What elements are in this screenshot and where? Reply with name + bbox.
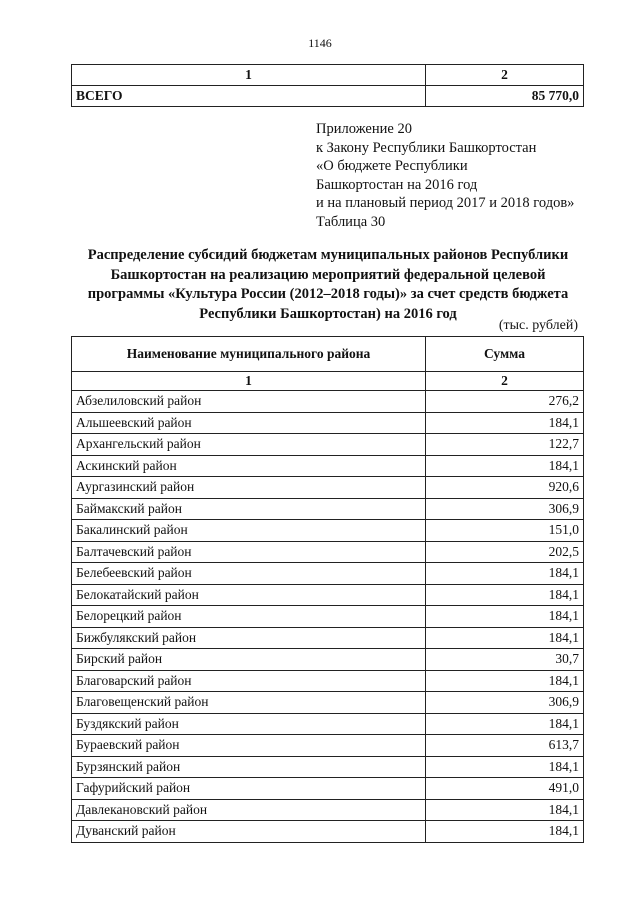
- summary-total-row: [72, 86, 584, 107]
- amount-cell: 151,0: [426, 520, 584, 542]
- table-row: [72, 455, 584, 477]
- summary-table: [71, 64, 584, 107]
- header-district-name: Наименование муниципального района: [72, 337, 426, 372]
- amount-cell: 306,9: [426, 692, 584, 714]
- amount-cell: 184,1: [426, 627, 584, 649]
- district-name-cell: Бижбулякский район: [72, 627, 426, 649]
- table-row: [72, 670, 584, 692]
- amount-cell: 184,1: [426, 412, 584, 434]
- summary-header-row: [72, 65, 584, 86]
- district-name-cell: Давлекановский район: [72, 799, 426, 821]
- district-name-cell: Бакалинский район: [72, 520, 426, 542]
- units-label: (тыс. рублей): [498, 318, 578, 333]
- district-name-cell: Благовещенский район: [72, 692, 426, 714]
- page-number: 1146: [308, 36, 332, 50]
- district-name-cell: Бирский район: [72, 649, 426, 671]
- amount-cell: 184,1: [426, 563, 584, 585]
- appendix-line: Приложение 20: [316, 121, 412, 137]
- table-row: [72, 756, 584, 778]
- total-value: 85 770,0: [426, 86, 584, 107]
- appendix-line: Таблица 30: [316, 213, 386, 230]
- district-name-cell: Белебеевский район: [72, 563, 426, 585]
- district-name-cell: Архангельский район: [72, 434, 426, 456]
- table-row: [72, 563, 584, 585]
- appendix-line: и на плановый период 2017 и 2018 годов»: [316, 195, 575, 211]
- table-row: [72, 821, 584, 843]
- table-row: [72, 627, 584, 649]
- table-row: [72, 520, 584, 542]
- amount-cell: 184,1: [426, 455, 584, 477]
- table-row: [72, 778, 584, 800]
- table-row: [72, 713, 584, 735]
- table-row: [72, 498, 584, 520]
- district-name-cell: Белокатайский район: [72, 584, 426, 606]
- district-name-cell: Абзелиловский район: [72, 391, 426, 413]
- amount-cell: 491,0: [426, 778, 584, 800]
- amount-cell: 276,2: [426, 391, 584, 413]
- document-title: Распределение субсидий бюджетам муниципальных районов Республики Башкортостан на реализацию мероприятий федеральной целевой программы «Культура России (2012–2018 годы)» за счет средств бюджета Республики Башкортостан) на 2016 год: [87, 247, 569, 322]
- amount-cell: 184,1: [426, 606, 584, 628]
- amount-cell: 184,1: [426, 821, 584, 843]
- appendix-line: к Закону Республики Башкортостан: [316, 139, 537, 156]
- amount-cell: 184,1: [426, 584, 584, 606]
- table-row: [72, 735, 584, 757]
- table-row: [72, 541, 584, 563]
- table-row: [72, 477, 584, 499]
- header-sum: Сумма: [426, 337, 584, 372]
- summary-col1: 1: [72, 65, 426, 86]
- district-name-cell: Аургазинский район: [72, 477, 426, 499]
- district-name-cell: Баймакский район: [72, 498, 426, 520]
- summary-col2: 2: [426, 65, 584, 86]
- total-label: ВСЕГО: [72, 86, 426, 107]
- appendix-line: «О бюджете Республики: [316, 158, 468, 174]
- table-row: [72, 649, 584, 671]
- table-row: [72, 391, 584, 413]
- district-name-cell: Аскинский район: [72, 455, 426, 477]
- district-name-cell: Благоварский район: [72, 670, 426, 692]
- district-name-cell: Бураевский район: [72, 735, 426, 757]
- table-header-row: [72, 337, 584, 372]
- amount-cell: 306,9: [426, 498, 584, 520]
- table-row: [72, 692, 584, 714]
- amount-cell: 184,1: [426, 799, 584, 821]
- district-name-cell: Гафурийский район: [72, 778, 426, 800]
- table-row: [72, 584, 584, 606]
- district-name-cell: Буздякский район: [72, 713, 426, 735]
- amount-cell: 30,7: [426, 649, 584, 671]
- amount-cell: 122,7: [426, 434, 584, 456]
- amount-cell: 613,7: [426, 735, 584, 757]
- amount-cell: 184,1: [426, 713, 584, 735]
- district-name-cell: Альшеевский район: [72, 412, 426, 434]
- amount-cell: 202,5: [426, 541, 584, 563]
- district-name-cell: Балтачевский район: [72, 541, 426, 563]
- amount-cell: 184,1: [426, 756, 584, 778]
- amount-cell: 920,6: [426, 477, 584, 499]
- table-row: [72, 434, 584, 456]
- district-name-cell: Дуванский район: [72, 821, 426, 843]
- amount-cell: 184,1: [426, 670, 584, 692]
- appendix-block: [316, 120, 574, 231]
- table-row: [72, 412, 584, 434]
- column-number-row: [72, 372, 584, 391]
- appendix-line: Башкортостан на 2016 год: [316, 176, 478, 193]
- column-number-1: 1: [72, 372, 426, 391]
- table-row: [72, 606, 584, 628]
- column-number-2: 2: [426, 372, 584, 391]
- table-row: [72, 799, 584, 821]
- district-name-cell: Белорецкий район: [72, 606, 426, 628]
- subsidy-table: [71, 336, 584, 843]
- district-name-cell: Бурзянский район: [72, 756, 426, 778]
